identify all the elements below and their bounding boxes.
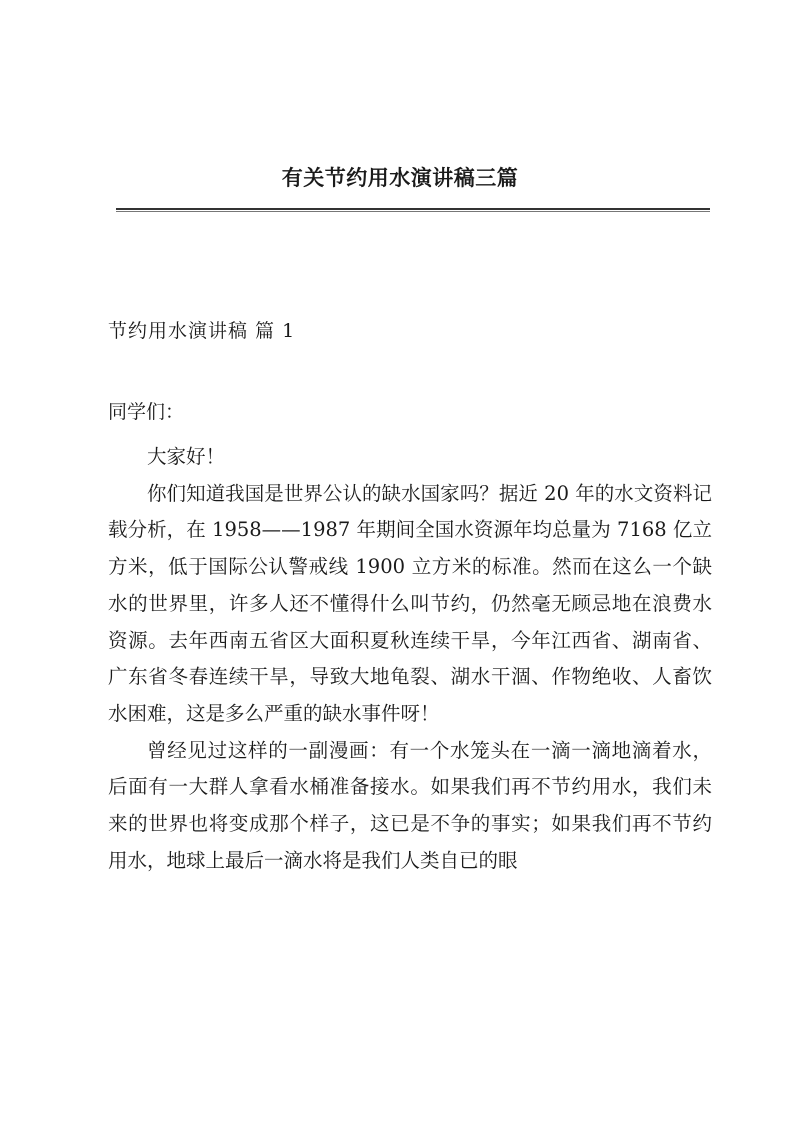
paragraph-water-shortage: 你们知道我国是世界公认的缺水国家吗？据近 20 年的水文资料记载分析，在 1958——1987 年期间全国水资源年均总量为 7168 亿立方米，低于国际公认警戒线 1900 立方米的标准。然而在这么一个缺水的世界里，许多人还不懂得什么叫节约，仍然毫无顾忌地在浪费水资源。去年西南五省区大面积夏秋连续干旱，今年江西省、湖南省、广东省冬春连续干旱，导致大地龟裂、湖水干涸、作物绝收、人畜饮水困难，这是多么严重的缺水事件呀！: [108, 481, 712, 725]
document-title: 有关节约用水演讲稿三篇: [281, 165, 519, 190]
title-underline-rule: [116, 208, 710, 212]
paragraph-cartoon: 曾经见过这样的一副漫画：有一个水笼头在一滴一滴地滴着水，后面有一大群人拿看水桶准备接水。如果我们再不节约用水，我们未来的世界也将变成那个样子，这已是不争的事实；如果我们再不节约用水，地球上最后一滴水将是我们人类自已的眼: [108, 738, 712, 872]
section-heading: 节约用水演讲稿 篇 1: [108, 320, 296, 342]
body-text: [108, 439, 712, 879]
salutation: 同学们：: [108, 401, 185, 423]
paragraph-greeting: 大家好！: [147, 445, 226, 468]
